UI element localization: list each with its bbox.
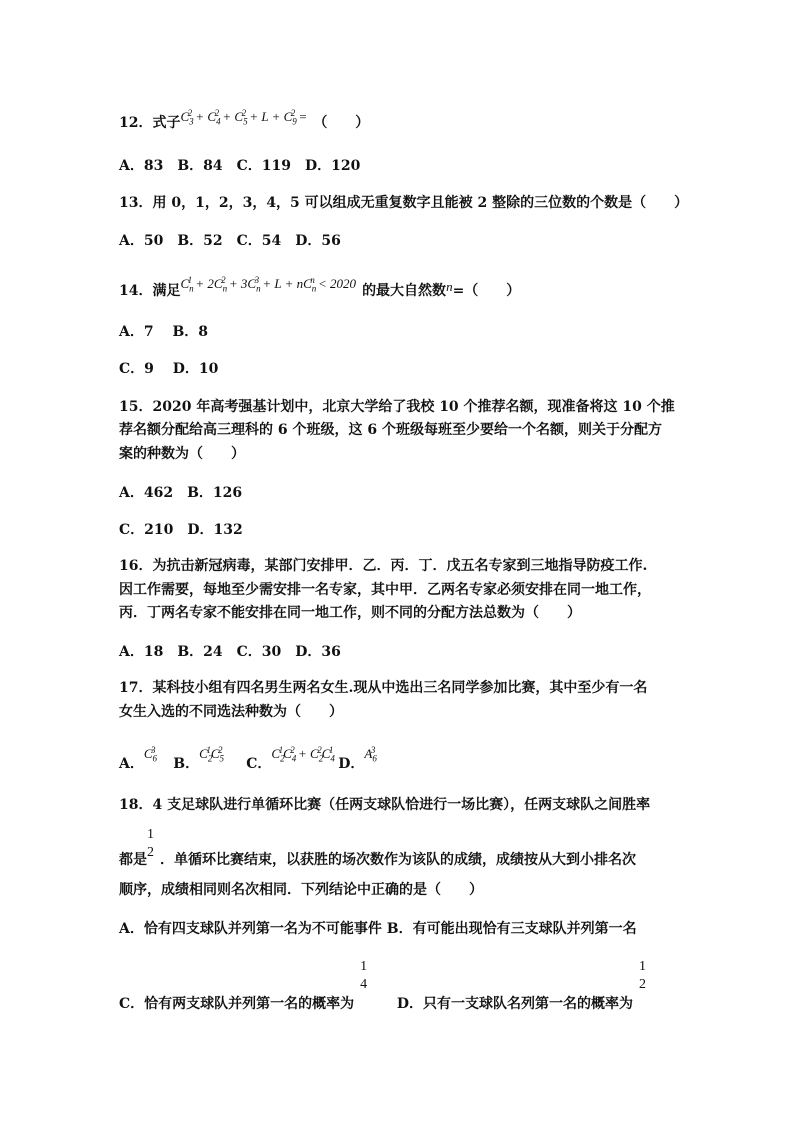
q12-stem-text: 式子 [152,115,181,131]
q15-line2: 荐名额分配给高三理科的 6 个班级，这 6 个班级每班至少要给一个名额，则关于分配方 [119,422,662,438]
q13-stem: 13．用 0，1，2，3，4，5 可以组成无重复数字且能被 2 整除的三位数的个数是（ ） [119,195,689,211]
q14-options-row2: C．9 D．10 [119,361,219,377]
q17-option-b: $C_2^1C_5^2$ [199,744,224,764]
q16-line3: 丙．丁两名专家不能安排在同一地工作，则不同的分配方法总数为（ ） [119,605,581,621]
q17-option-c-label: C． [246,756,272,772]
q14-stem-text: 满足 [152,283,181,299]
q12-number: 12． [119,115,153,131]
q14-var: n [446,279,453,294]
q18-half-den: 2 [147,845,154,860]
q12-formula: $C_3^2 + C_4^2 + C_5^2 + L + C_9^2$ = [180,107,308,127]
q18-option-c-fraction [360,960,367,992]
q12-bracket: （ ） [313,115,370,131]
q15-options-row1: A．462 B．126 [119,485,243,501]
q18-option-d-num: 1 [639,959,647,974]
q17-option-d-label: D． [338,756,365,772]
q18-option-d-den: 2 [639,977,647,992]
q17-options [119,743,377,772]
q12-options: A．83 B．84 C．119 D．120 [119,158,361,174]
q15-line1: 15．2020 年高考强基计划中，北京大学给了我校 10 个推荐名额，现准备将这 10 个推 [119,399,675,415]
q16-options: A．18 B．24 C．30 D．36 [119,644,341,660]
q14-formula: $C_n^1 + 2C_n^2 + 3C_n^3 + L + nC_n^n < 2020$ [180,274,357,294]
q17-option-a: $C_6^3$ [143,744,158,764]
q17-option-d: $A_6^3$ [364,744,377,764]
q14-number: 14． [119,283,153,299]
q18-option-c: C．恰有两支球队并列第一名的概率为 [119,996,355,1012]
q16-line2: 因工作需要，每地至少需安排一名专家，其中甲．乙两名专家必须安排在同一地工作， [119,582,651,598]
q18-option-d: D．只有一支球队名列第一名的概率为 [396,996,634,1012]
q15-line3: 案的种数为（ ） [119,446,245,462]
q14-options-row1: A．7 B．8 [119,324,209,340]
q14-bracket: =（ ） [452,283,521,299]
q18-line2-post: ．单循环比赛结束，以获胜的场次数作为该队的成绩，成绩按从大到小排名次 [160,852,636,868]
q17-line1: 17．某科技小组有四名男生两名女生.现从中选出三名同学参加比赛，其中至少有一名 [119,680,648,696]
q18-options-ab: A．恰有四支球队并列第一名为不可能事件 B．有可能出现恰有三支球队并列第一名 [119,921,637,937]
q17-option-a-label: A． [119,756,144,772]
q12-stem [119,107,370,133]
q17-option-c: $C_2^1C_4^2 + C_2^2C_4^1$ [271,744,335,764]
q18-line3: 顺序，成绩相同则名次相同．下列结论中正确的是（ ） [119,882,483,898]
q18-line2-pre: 都是 [119,852,147,868]
q18-half-fraction [147,828,154,860]
q17-option-b-label: B． [173,756,200,772]
q13-options: A．50 B．52 C．54 D．56 [119,233,341,249]
q18-half-num: 1 [147,827,154,842]
q16-line1: 16．为抗击新冠病毒，某部门安排甲．乙．丙．丁．戊五名专家到三地指导防疫工作. [119,558,648,574]
q18-option-d-fraction [639,960,646,992]
q14-tail: 的最大自然数 [362,283,447,299]
q17-line2: 女生入选的不同选法种数为（ ） [119,704,343,720]
q18-line1: 18．4 支足球队进行单循环比赛（任两支球队恰进行一场比赛），任两支球队之间胜率 [119,797,651,813]
q18-options-cd [119,959,647,1012]
q14-stem [119,274,521,301]
q15-options-row2: C．210 D．132 [119,522,243,538]
q18-option-c-den: 4 [360,977,368,992]
q18-line2 [119,827,636,868]
q18-option-c-num: 1 [360,959,368,974]
